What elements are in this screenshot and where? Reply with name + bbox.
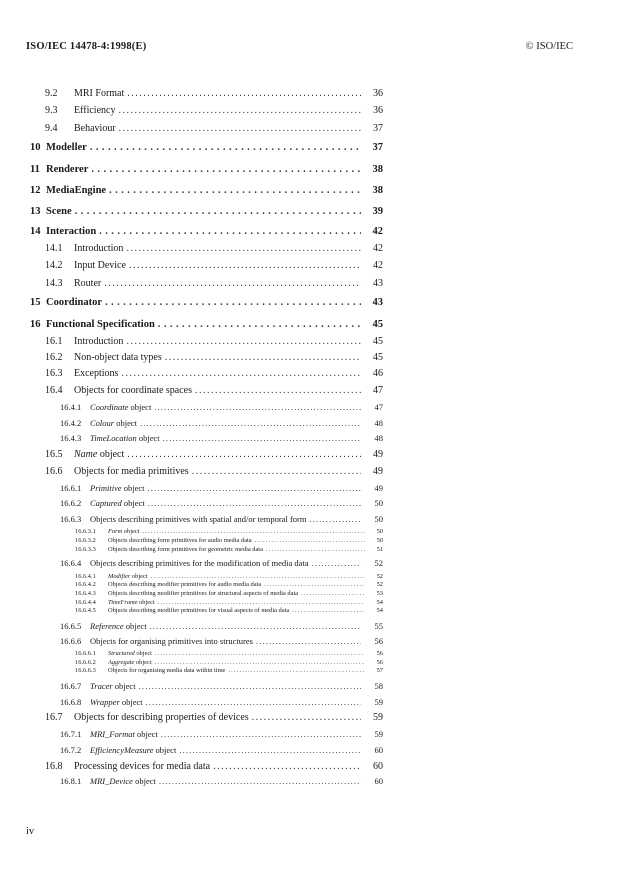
toc-entry[interactable] — [0, 581, 383, 588]
toc-entry-title — [90, 745, 176, 755]
toc-entry[interactable] — [0, 681, 383, 691]
toc-entry-title — [46, 297, 102, 308]
toc-entry-title — [74, 105, 115, 116]
toc-entry-title — [108, 590, 298, 597]
toc-entry-number: 16.4 — [45, 385, 63, 396]
toc-entry-number: 16.5 — [45, 449, 63, 460]
toc-entry-title — [108, 667, 225, 674]
toc-entry-page: 50 — [374, 514, 383, 524]
toc-entry-number: 16.6.3 — [60, 514, 82, 524]
toc-entry-title — [90, 621, 147, 631]
toc-entry-title-text: object — [132, 776, 156, 786]
toc-entry-title-italic: Modifier — [108, 573, 131, 580]
page-number: iv — [26, 826, 35, 837]
toc-leader-dots — [266, 546, 365, 553]
toc-leader-dots — [195, 385, 361, 396]
toc-entry-number: 13 — [30, 206, 41, 217]
toc-entry-title-text: object — [114, 418, 137, 428]
toc-leader-dots — [158, 319, 361, 330]
toc-entry-title-italic: MRI_Device — [90, 776, 133, 786]
toc-leader-dots — [154, 402, 361, 412]
toc-entry-number: 9.4 — [45, 123, 58, 134]
toc-entry-title — [108, 528, 139, 535]
toc-entry-title-italic: TimeLocation — [90, 433, 137, 443]
toc-entry-title-italic: Tracer — [90, 681, 113, 691]
toc-entry-title-italic: EfficiencyMeasure — [90, 745, 154, 755]
toc-leader-dots — [75, 206, 361, 217]
toc-entry[interactable] — [0, 659, 383, 666]
toc-leader-dots — [146, 697, 361, 707]
toc-entry-number: 16.1 — [45, 336, 63, 347]
toc-entry-page: 50 — [376, 528, 383, 535]
toc-entry-page: 39 — [372, 206, 383, 217]
toc-entry-title-text: Interaction — [46, 226, 97, 237]
toc-entry[interactable] — [0, 278, 383, 289]
toc-entry[interactable] — [0, 105, 383, 116]
toc-leader-dots — [252, 712, 361, 723]
toc-entry[interactable] — [0, 142, 383, 153]
toc-entry-title — [108, 581, 261, 588]
toc-entry-title — [90, 433, 160, 443]
toc-entry-title — [74, 385, 192, 396]
toc-entry[interactable] — [0, 402, 383, 412]
toc-entry-page: 52 — [374, 558, 383, 568]
toc-entry-page: 56 — [374, 636, 383, 646]
toc-entry-number: 14.1 — [45, 243, 63, 254]
toc-leader-dots — [148, 483, 361, 493]
toc-entry[interactable] — [0, 514, 383, 524]
toc-entry-title-text: object — [122, 528, 140, 535]
toc-entry[interactable] — [0, 466, 383, 477]
toc-entry-page: 43 — [373, 278, 383, 289]
toc-entry-title-text: Objects describing form primitives for geometric media data — [108, 546, 263, 553]
toc-entry-title-text: object — [97, 449, 125, 460]
toc-entry-title-text: Objects describing modifier primitives for audio media data — [108, 581, 262, 588]
toc-entry[interactable] — [0, 385, 383, 396]
toc-leader-dots — [109, 185, 361, 196]
toc-entry-page: 58 — [374, 681, 383, 691]
toc-entry-page: 37 — [372, 142, 383, 153]
toc-entry-page: 42 — [373, 260, 383, 271]
toc-entry-title-italic: Reference — [90, 621, 124, 631]
toc-leader-dots — [150, 621, 361, 631]
toc-entry[interactable] — [0, 243, 383, 254]
toc-leader-dots — [292, 607, 365, 614]
toc-entry-title-italic: Wrapper — [90, 697, 120, 707]
toc-entry-title — [74, 466, 189, 477]
toc-entry-page: 60 — [374, 745, 383, 755]
toc-entry[interactable] — [0, 418, 383, 428]
toc-entry-title-text: Objects for describing properties of devices — [74, 712, 249, 723]
toc-entry-page: 37 — [373, 123, 383, 134]
toc-leader-dots — [309, 514, 361, 524]
toc-entry-title-text: Objects for media primitives — [74, 466, 189, 477]
toc-entry-page: 51 — [376, 546, 383, 553]
toc-leader-dots — [312, 558, 361, 568]
toc-entry-number: 16.6.4.3 — [75, 590, 96, 597]
toc-entry-page: 50 — [374, 498, 383, 508]
toc-entry-title — [90, 729, 158, 739]
toc-leader-dots — [192, 466, 361, 477]
toc-entry[interactable] — [0, 185, 383, 196]
toc-entry-title — [74, 368, 118, 379]
toc-entry-page: 50 — [376, 537, 383, 544]
toc-entry-title — [90, 402, 151, 412]
toc-entry-title — [74, 352, 162, 363]
toc-entry-number: 14.2 — [45, 260, 63, 271]
toc-entry-title — [74, 243, 123, 254]
toc-leader-dots — [179, 745, 361, 755]
toc-leader-dots — [99, 226, 361, 237]
toc-entry-title-text: object — [137, 599, 155, 606]
toc-entry-title-text: Input Device — [74, 260, 126, 271]
toc-leader-dots — [119, 123, 361, 134]
toc-entry-number: 16.6.6.1 — [75, 650, 96, 657]
toc-entry-title-text: Processing devices for media data — [74, 761, 211, 772]
toc-leader-dots — [90, 142, 361, 153]
toc-entry[interactable] — [0, 123, 383, 134]
toc-entry-page: 55 — [374, 621, 383, 631]
toc-entry-title-text: Modeller — [46, 142, 87, 153]
toc-leader-dots — [155, 650, 365, 657]
toc-entry-number: 9.2 — [45, 88, 58, 99]
toc-entry-title-text: object — [136, 433, 160, 443]
toc-entry-title — [74, 88, 124, 99]
toc-leader-dots — [256, 636, 361, 646]
toc-entry-title — [74, 278, 101, 289]
toc-entry-page: 38 — [372, 185, 383, 196]
toc-entry-number: 16.6.4.5 — [75, 607, 96, 614]
toc-entry[interactable] — [0, 336, 383, 347]
toc-entry-number: 16.6.3.3 — [75, 546, 96, 553]
toc-entry-title-text: object — [121, 483, 145, 493]
toc-entry-title — [74, 761, 210, 772]
toc-leader-dots — [121, 368, 361, 379]
toc-entry-title — [74, 449, 124, 460]
toc-leader-dots — [127, 88, 361, 99]
toc-entry-page: 60 — [373, 761, 383, 772]
toc-entry[interactable] — [0, 498, 383, 508]
toc-entry-title-italic: Aggregate — [108, 659, 135, 666]
toc-entry-page: 57 — [376, 667, 383, 674]
toc-entry-title — [46, 164, 88, 175]
toc-entry-page: 49 — [374, 483, 383, 493]
toc-entry[interactable] — [0, 546, 383, 553]
toc-leader-dots — [142, 528, 365, 535]
toc-entry-title-text: object — [153, 745, 177, 755]
toc-entry-title-text: Functional Specification — [46, 319, 155, 330]
toc-entry-title-text: object — [134, 729, 158, 739]
toc-entry[interactable] — [0, 528, 383, 535]
toc-entry-page: 36 — [373, 88, 383, 99]
toc-entry-title-text: Efficiency — [74, 105, 116, 116]
toc-entry-page: 42 — [373, 243, 383, 254]
toc-entry-number: 16.6.8 — [60, 697, 82, 707]
toc-entry-title-text: Non-object data types — [74, 352, 162, 363]
toc-entry[interactable] — [0, 745, 383, 755]
toc-entry-title — [46, 226, 96, 237]
toc-entry[interactable] — [0, 206, 383, 217]
toc-entry-title — [90, 697, 143, 707]
toc-entry[interactable] — [0, 433, 383, 443]
toc-entry[interactable] — [0, 573, 383, 580]
toc-entry-page: 48 — [374, 433, 383, 443]
toc-entry-number: 11 — [30, 164, 40, 175]
toc-entry[interactable] — [0, 590, 383, 597]
toc-entry-title-text: Behaviour — [74, 123, 116, 134]
toc-entry-page: 59 — [374, 729, 383, 739]
toc-entry-number: 16.4.1 — [60, 402, 82, 412]
toc-entry-title-italic: Captured — [90, 498, 122, 508]
toc-entry-number: 15 — [30, 297, 41, 308]
toc-entry[interactable] — [0, 650, 383, 657]
toc-leader-dots — [91, 164, 361, 175]
toc-entry-title-text: object — [121, 498, 145, 508]
toc-entry-title-text: Objects for coordinate spaces — [74, 385, 193, 396]
toc-entry-title-text: Objects for organising media data within time — [108, 667, 226, 674]
toc-leader-dots — [118, 105, 361, 116]
toc-entry-title-italic: Primitive — [90, 483, 122, 493]
toc-entry-title-italic: Coordinate — [90, 402, 129, 412]
toc-entry[interactable] — [0, 697, 383, 707]
toc-entry-title-text: MediaEngine — [46, 185, 107, 196]
toc-entry[interactable] — [0, 88, 383, 99]
toc-entry-page: 54 — [376, 599, 383, 606]
toc-entry-page: 56 — [376, 650, 383, 657]
toc-leader-dots — [264, 581, 365, 588]
toc-entry-title — [90, 776, 156, 786]
toc-entry-page: 49 — [373, 466, 383, 477]
toc-leader-dots — [105, 297, 361, 308]
toc-entry-title-text: Objects describing modifier primitives for structural aspects of media data — [108, 590, 299, 597]
toc-entry-title-text: object — [134, 659, 152, 666]
toc-entry-number: 10 — [30, 142, 41, 153]
toc-entry-number: 16.6.7 — [60, 681, 82, 691]
toc-entry-page: 43 — [372, 297, 383, 308]
document-header-copyright: © ISO/IEC — [525, 41, 573, 52]
toc-entry[interactable] — [0, 226, 383, 237]
toc-entry-title — [108, 537, 252, 544]
toc-entry[interactable] — [0, 636, 383, 646]
toc-entry[interactable] — [0, 712, 383, 723]
toc-entry-page: 54 — [376, 607, 383, 614]
toc-entry-page: 59 — [374, 697, 383, 707]
toc-entry[interactable] — [0, 368, 383, 379]
toc-leader-dots — [165, 352, 361, 363]
toc-entry-title-text: object — [130, 573, 148, 580]
toc-entry[interactable] — [0, 761, 383, 772]
toc-entry[interactable] — [0, 621, 383, 631]
toc-entry-number: 16 — [30, 319, 41, 330]
toc-leader-dots — [255, 537, 365, 544]
toc-entry-number: 14 — [30, 226, 41, 237]
toc-entry-title-text: object — [112, 681, 136, 691]
toc-entry-title — [90, 498, 145, 508]
toc-leader-dots — [140, 418, 361, 428]
toc-entry-title — [90, 418, 137, 428]
toc-entry-title — [90, 483, 145, 493]
toc-entry-number: 16.7.1 — [60, 729, 82, 739]
toc-entry-title — [74, 260, 126, 271]
toc-entry-number: 16.3 — [45, 368, 63, 379]
toc-entry-title-italic: Name — [74, 449, 98, 460]
toc-entry[interactable] — [0, 352, 383, 363]
document-header-id: ISO/IEC 14478-4:1998(E) — [26, 41, 147, 52]
toc-leader-dots — [139, 681, 361, 691]
toc-entry-title — [108, 599, 155, 606]
toc-entry-page: 49 — [373, 449, 383, 460]
toc-entry-title — [74, 336, 123, 347]
toc-entry-page: 38 — [372, 164, 383, 175]
toc-entry-page: 59 — [373, 712, 383, 723]
toc-entry-title-text: Exceptions — [74, 368, 119, 379]
toc-entry-page: 36 — [373, 105, 383, 116]
toc-entry-number: 16.6.6 — [60, 636, 82, 646]
toc-entry-title-text: Scene — [46, 206, 72, 217]
toc-entry-title — [108, 573, 148, 580]
toc-entry-number: 16.4.2 — [60, 418, 82, 428]
toc-entry-title — [90, 514, 306, 524]
toc-leader-dots — [155, 659, 365, 666]
toc-entry-number: 12 — [30, 185, 41, 196]
toc-entry-page: 53 — [376, 590, 383, 597]
toc-entry-number: 16.7.2 — [60, 745, 82, 755]
toc-entry-title — [46, 319, 155, 330]
toc-entry-title-italic: Form — [108, 528, 123, 535]
toc-entry[interactable] — [0, 319, 383, 330]
toc-entry-number: 16.6.4.1 — [75, 573, 96, 580]
toc-entry-page: 47 — [373, 385, 383, 396]
toc-entry-number: 14.3 — [45, 278, 63, 289]
toc-entry[interactable] — [0, 599, 383, 606]
toc-entry-title — [90, 558, 309, 568]
toc-entry-number: 16.6.4.2 — [75, 581, 96, 588]
toc-entry-page: 52 — [376, 573, 383, 580]
toc-entry-title — [74, 123, 116, 134]
toc-entry-page: 52 — [376, 581, 383, 588]
toc-entry-page: 45 — [373, 336, 383, 347]
toc-entry-title — [46, 185, 106, 196]
toc-entry-title-text: Objects describing modifier primitives for visual aspects of media data — [108, 607, 290, 614]
toc-entry-title-text: object — [134, 650, 152, 657]
toc-entry[interactable] — [0, 729, 383, 739]
toc-entry-number: 16.7 — [45, 712, 63, 723]
toc-entry-number: 16.6.1 — [60, 483, 82, 493]
toc-entry-title-text: object — [119, 697, 143, 707]
toc-entry-title-italic: MRI_Format — [90, 729, 135, 739]
toc-leader-dots — [129, 260, 361, 271]
toc-entry-page: 47 — [374, 402, 383, 412]
toc-entry-title — [74, 712, 249, 723]
toc-entry[interactable] — [0, 449, 383, 460]
toc-entry-page: 60 — [374, 776, 383, 786]
toc-leader-dots — [104, 278, 361, 289]
toc-entry[interactable] — [0, 558, 383, 568]
toc-entry[interactable] — [0, 164, 383, 175]
toc-entry-number: 16.2 — [45, 352, 63, 363]
toc-entry-title-text: MRI Format — [74, 88, 125, 99]
toc-entry[interactable] — [0, 483, 383, 493]
toc-entry-number: 16.8.1 — [60, 776, 82, 786]
toc-entry[interactable] — [0, 537, 383, 544]
toc-entry-title — [46, 142, 87, 153]
toc-entry-number: 16.6.5 — [60, 621, 82, 631]
toc-entry-title — [108, 607, 289, 614]
toc-leader-dots — [228, 667, 365, 674]
toc-leader-dots — [159, 776, 361, 786]
toc-entry-title-text: Objects for organising primitives into structures — [90, 636, 253, 646]
toc-entry-number: 16.6.6.2 — [75, 659, 96, 666]
toc-leader-dots — [213, 761, 361, 772]
toc-leader-dots — [148, 498, 361, 508]
toc-leader-dots — [163, 433, 361, 443]
toc-entry-title-italic: Structured — [108, 650, 135, 657]
toc-leader-dots — [126, 336, 361, 347]
toc-leader-dots — [151, 573, 365, 580]
toc-entry-number: 16.4.3 — [60, 433, 82, 443]
toc-entry-page: 42 — [372, 226, 383, 237]
toc-entry-page: 45 — [373, 352, 383, 363]
toc-entry-title-text: Objects describing primitives for the modification of media data — [90, 558, 309, 568]
toc-leader-dots — [301, 590, 365, 597]
toc-leader-dots — [126, 243, 361, 254]
toc-leader-dots — [161, 729, 361, 739]
toc-entry-page: 56 — [376, 659, 383, 666]
toc-leader-dots — [158, 599, 365, 606]
toc-entry-page: 45 — [372, 319, 383, 330]
toc-entry-title — [108, 650, 152, 657]
toc-entry-title — [90, 681, 136, 691]
toc-entry-title — [90, 636, 253, 646]
toc-entry-title-text: Renderer — [46, 164, 89, 175]
toc-entry-number: 16.6.3.2 — [75, 537, 96, 544]
toc-entry[interactable] — [0, 607, 383, 614]
toc-entry[interactable] — [0, 260, 383, 271]
toc-entry[interactable] — [0, 297, 383, 308]
toc-entry-title-italic: Colour — [90, 418, 115, 428]
toc-entry-title-text: Objects describing form primitives for audio media data — [108, 537, 252, 544]
toc-entry-title-text: Introduction — [74, 336, 124, 347]
toc-entry-number: 9.3 — [45, 105, 58, 116]
toc-entry-number: 16.6.6.3 — [75, 667, 96, 674]
toc-entry-number: 16.8 — [45, 761, 63, 772]
toc-entry-title-text: Router — [74, 278, 102, 289]
toc-entry-title-text: object — [123, 621, 147, 631]
toc-entry-title — [108, 546, 263, 553]
toc-entry[interactable] — [0, 667, 383, 674]
toc-entry-title-text: Coordinator — [46, 297, 102, 308]
toc-entry-page: 46 — [373, 368, 383, 379]
toc-entry-title-text: object — [128, 402, 152, 412]
toc-entry-number: 16.6.4 — [60, 558, 82, 568]
toc-entry-number: 16.6.2 — [60, 498, 82, 508]
toc-entry-number: 16.6 — [45, 466, 63, 477]
toc-entry-title-text: Introduction — [74, 243, 124, 254]
toc-entry-title — [108, 659, 152, 666]
toc-entry-number: 16.6.4.4 — [75, 599, 96, 606]
toc-entry[interactable] — [0, 776, 383, 786]
toc-leader-dots — [127, 449, 361, 460]
toc-entry-title-text: Objects describing primitives with spatial and/or temporal form — [90, 514, 307, 524]
toc-entry-title-italic: TimeFrame — [108, 599, 138, 606]
toc-entry-page: 48 — [374, 418, 383, 428]
toc-entry-number: 16.6.3.1 — [75, 528, 96, 535]
toc-entry-title — [46, 206, 72, 217]
